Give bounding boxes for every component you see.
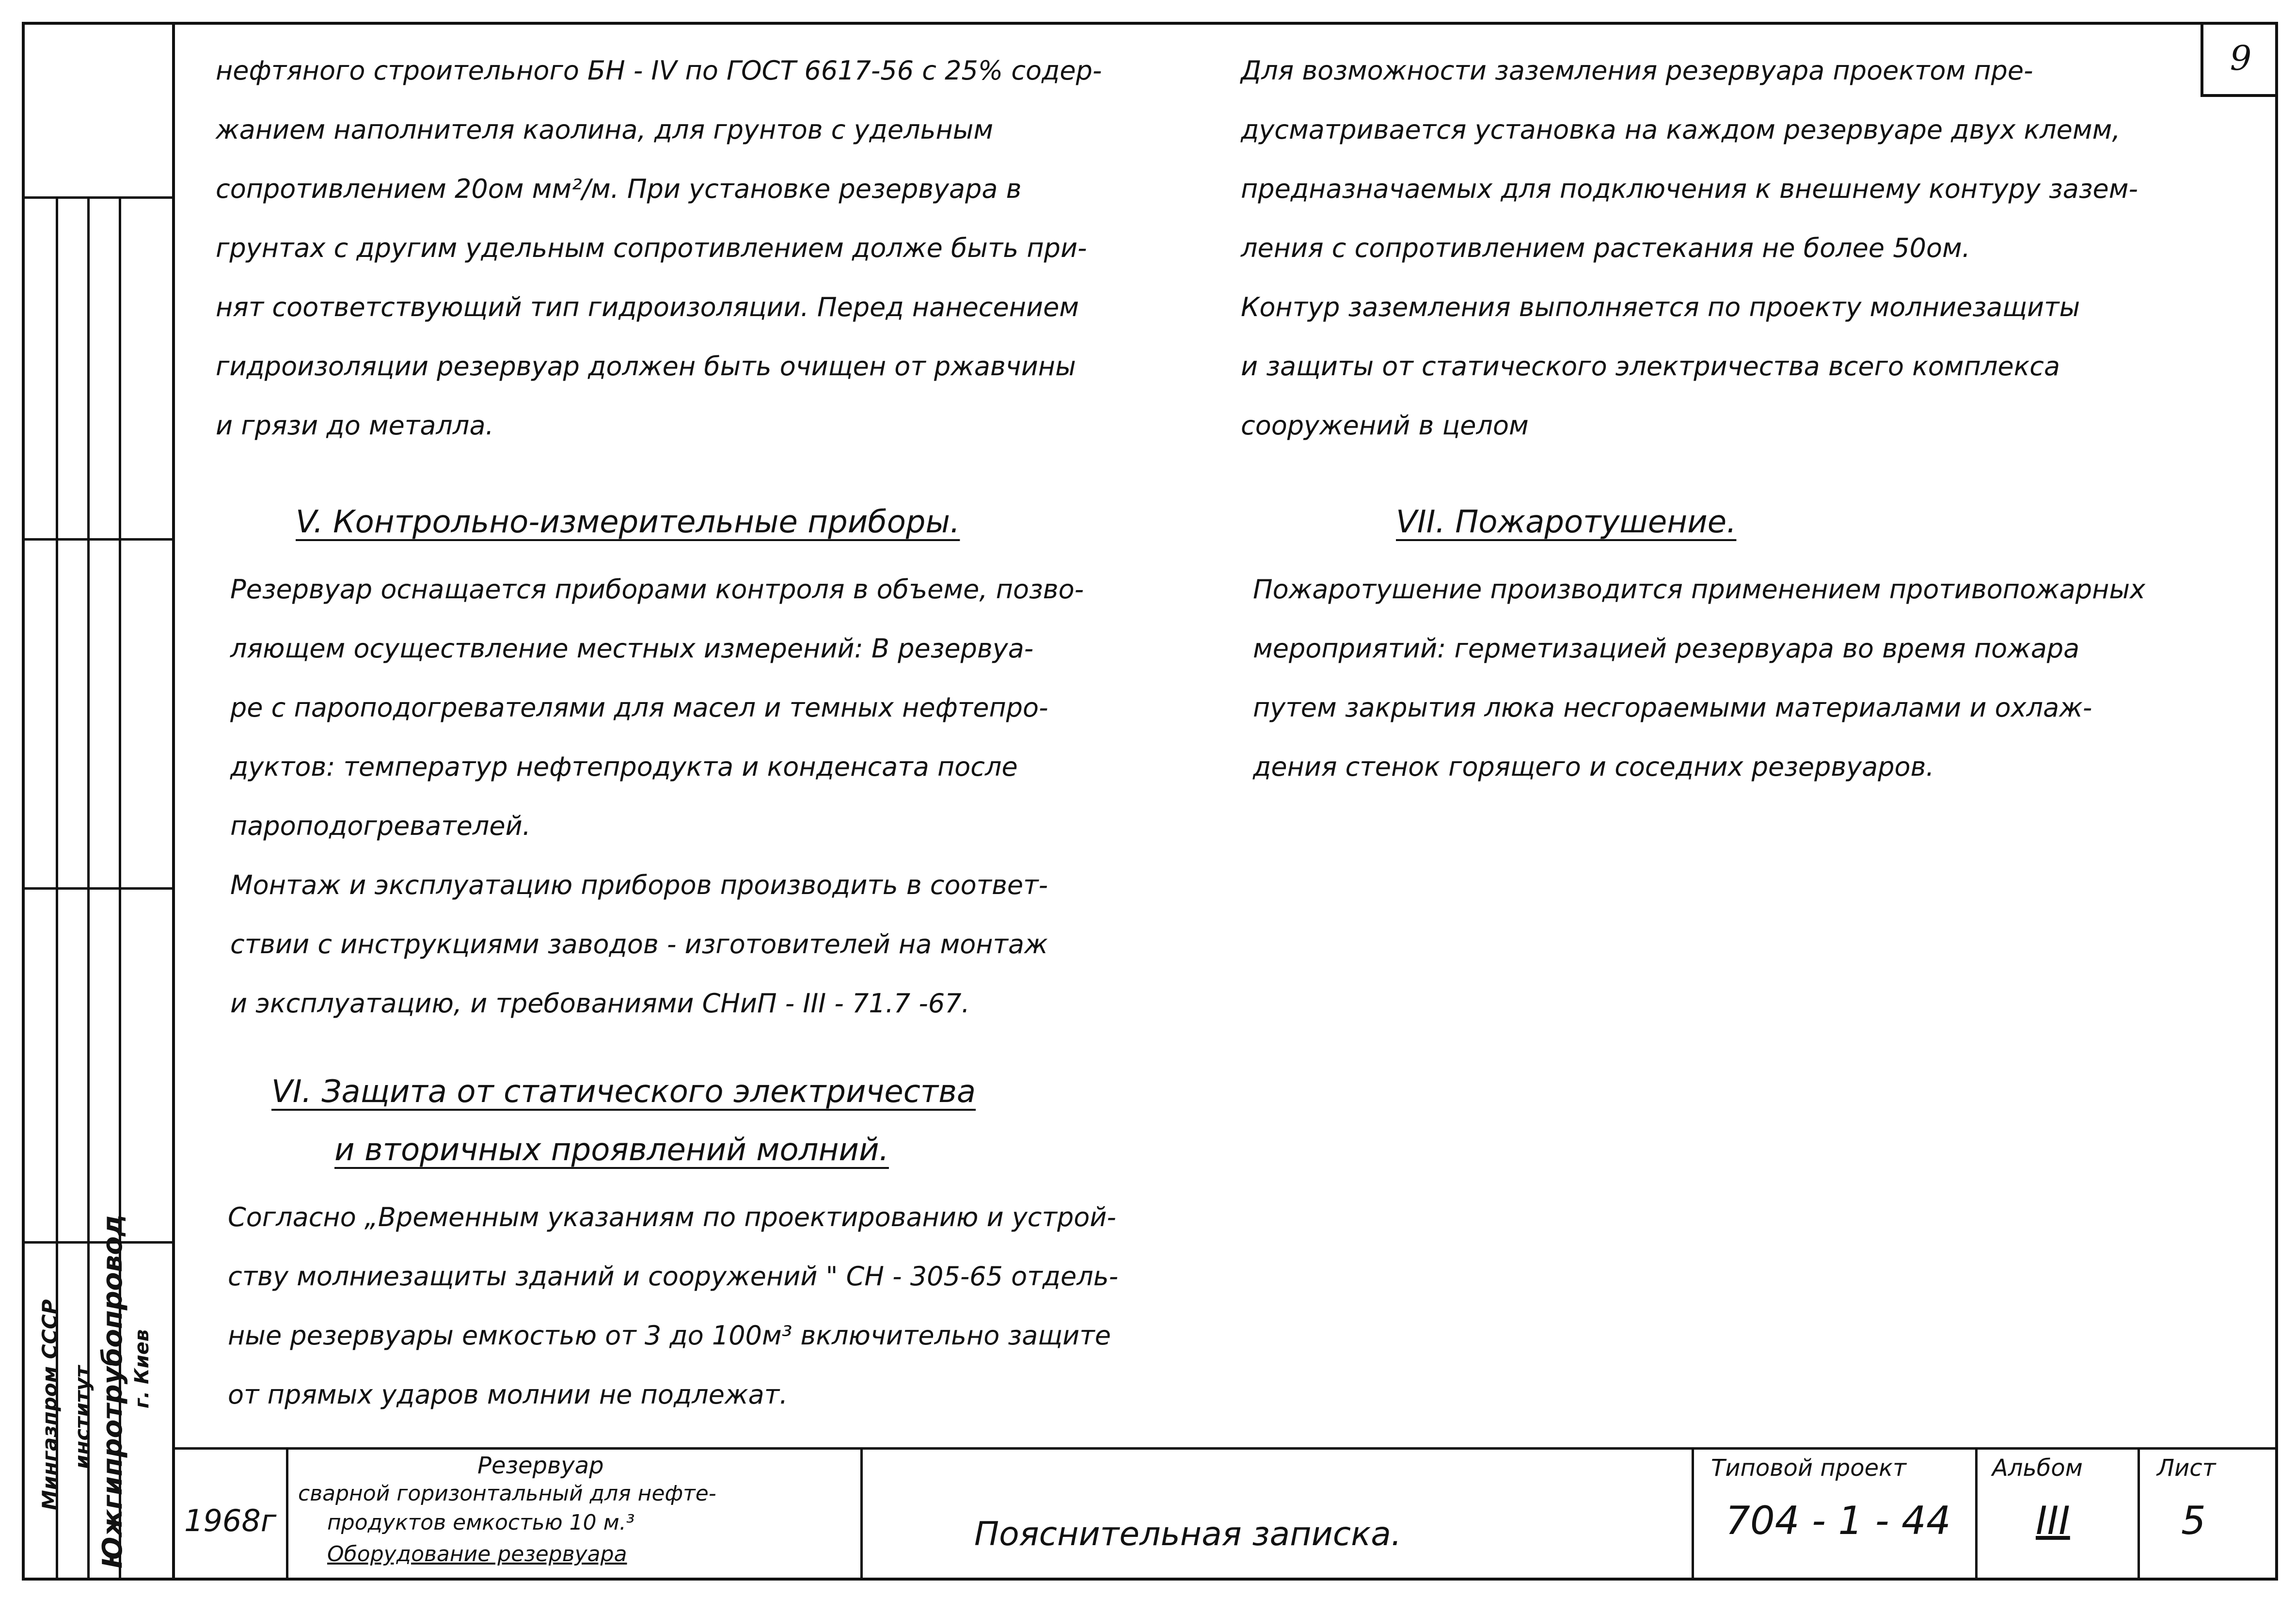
left-paragraph xyxy=(216,41,1102,455)
text-line: и защиты от статического электричества всего комплекса xyxy=(1241,351,2060,382)
title-block-divider xyxy=(2138,1447,2140,1581)
year: 1968г xyxy=(184,1503,277,1538)
object-name-line4: Оборудование резервуара xyxy=(327,1542,627,1566)
text-line: и эксплуатацию, и требованиями СНиП - III - 71.7 -67. xyxy=(230,988,970,1019)
text-line: от прямых ударов молнии не подлежат. xyxy=(228,1379,788,1410)
text-line: ре с пароподогревателями для масел и темных нефтепро- xyxy=(230,692,1048,723)
project-number: 704 - 1 - 44 xyxy=(1726,1498,1951,1543)
project-label: Типовой проект xyxy=(1711,1454,1907,1482)
object-name-line3: продуктов емкостью 10 м.³ xyxy=(327,1510,635,1535)
album-number: III xyxy=(2036,1498,2070,1543)
strip-divider xyxy=(22,196,172,199)
sheet-number: 5 xyxy=(2181,1498,2206,1543)
section-v-heading: V. Контрольно-измерительные приборы. xyxy=(296,504,960,540)
title-block-divider xyxy=(286,1447,288,1581)
section-vi-body xyxy=(228,1188,1118,1424)
side-stamp-institute-name: Южгипротрубопровод xyxy=(97,1214,128,1568)
text-line: Для возможности заземления резервуара проектом пре- xyxy=(1241,55,2033,86)
text-line: ству молниезащиты зданий и сооружений " СН - 305-65 отдель- xyxy=(228,1261,1119,1292)
text-line: гидроизоляции резервуар должен быть очищен от ржавчины xyxy=(216,351,1076,382)
text-line: и грязи до металла. xyxy=(216,410,494,441)
text-line: нят соответствующий тип гидроизоляции. Перед нанесением xyxy=(216,292,1079,322)
title-block-divider xyxy=(1975,1447,1978,1581)
text-line: предназначаемых для подключения к внешнему контуру зазем- xyxy=(1241,174,2138,204)
text-line: нефтяного строительного БН - IV по ГОСТ 6617-56 с 25% содер- xyxy=(216,55,1102,86)
text-line: сопротивлением 20ом мм²/м. При установке резервуара в xyxy=(216,174,1022,204)
side-stamp-city: г. Киев xyxy=(131,1329,153,1408)
text-line: Резервуар оснащается приборами контроля в объеме, позво- xyxy=(230,574,1084,605)
text-line: мероприятий: герметизацией резервуара во время пожара xyxy=(1253,633,2080,664)
right-paragraph xyxy=(1241,41,2138,455)
title-block-top-border xyxy=(172,1447,2278,1450)
section-v-body xyxy=(230,560,1084,1033)
title-block-divider xyxy=(1692,1447,1694,1581)
strip-divider xyxy=(22,538,172,541)
side-stamp-ministry: Мингазпром СССР xyxy=(38,1299,62,1510)
side-stamp-institute-label: институт xyxy=(70,1365,94,1469)
text-line: ствии с инструкциями заводов - изготовителей на монтаж xyxy=(230,929,1048,959)
object-name-line1: Резервуар xyxy=(477,1452,604,1479)
text-line: Монтаж и эксплуатацию приборов производить в соответ- xyxy=(230,870,1048,900)
section-vii-body xyxy=(1253,560,2145,797)
document-title: Пояснительная записка. xyxy=(974,1515,1402,1553)
text-line: дусматривается установка на каждом резервуаре двух клемм, xyxy=(1241,114,2121,145)
text-line: Согласно „Временным указаниям по проектированию и устрой- xyxy=(228,1202,1116,1232)
section-vi-heading-line2: и вторичных проявлений молний. xyxy=(334,1132,889,1168)
text-line: жанием наполнителя каолина, для грунтов с удельным xyxy=(216,114,994,145)
section-vi-heading-line1: VI. Защита от статического электричества xyxy=(271,1074,976,1110)
object-name-line2: сварной горизонтальный для нефте- xyxy=(298,1481,716,1506)
text-line: грунтах с другим удельным сопротивлением долже быть при- xyxy=(216,233,1087,263)
text-line: ные резервуары емкостью от 3 до 100м³ включительно защите xyxy=(228,1320,1111,1351)
title-block-divider xyxy=(860,1447,863,1581)
text-line: путем закрытия люка несгораемыми материалами и охлаж- xyxy=(1253,692,2092,723)
text-line: Пожаротушение производится применением противопожарных xyxy=(1253,574,2146,605)
text-line: пароподогревателей. xyxy=(230,811,531,841)
text-line: ления с сопротивлением растекания не более 50ом. xyxy=(1241,233,1970,263)
page-number: 9 xyxy=(2201,22,2278,97)
sheet-label: Лист xyxy=(2157,1454,2216,1482)
text-line: дуктов: температур нефтепродукта и конденсата после xyxy=(230,751,1018,782)
text-line: Контур заземления выполняется по проекту молниезащиты xyxy=(1241,292,2080,322)
text-line: сооружений в целом xyxy=(1241,410,1529,441)
section-vii-heading: VII. Пожаротушение. xyxy=(1396,504,1737,540)
strip-divider xyxy=(22,887,172,890)
text-line: дения стенок горящего и соседних резервуаров. xyxy=(1253,751,1934,782)
album-label: Альбом xyxy=(1992,1454,2083,1482)
text-line: ляющем осуществление местных измерений: В резервуа- xyxy=(230,633,1034,664)
